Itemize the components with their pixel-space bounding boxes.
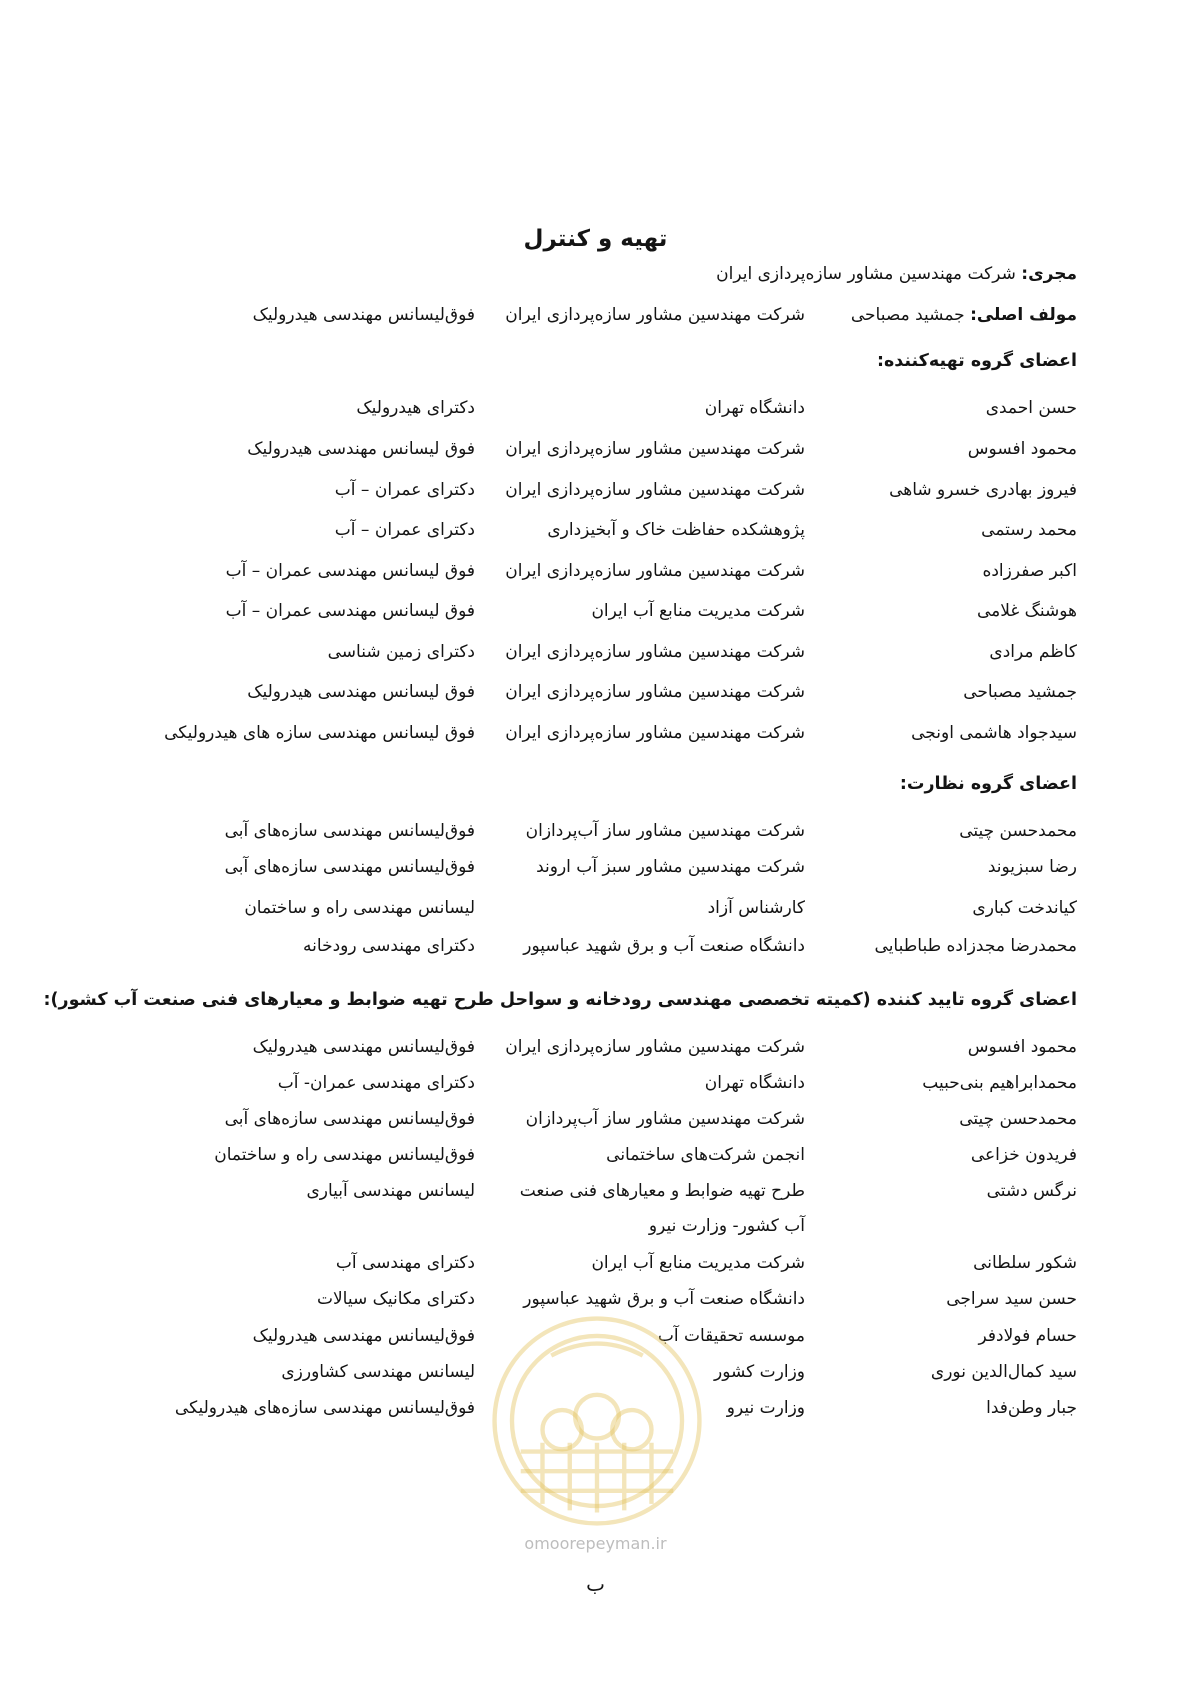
watermark-seal-icon xyxy=(488,1312,706,1530)
approval-name: فریدون خزاعی xyxy=(970,1145,1077,1165)
approval-org-continued: آب کشور- وزارت نیرو xyxy=(648,1216,805,1236)
approval-org: شرکت مهندسین مشاور سازه‌پردازی ایران xyxy=(505,1037,805,1057)
approval-name: شکور سلطانی xyxy=(973,1253,1077,1273)
preparation-group-heading: اعضای گروه تهیه‌کننده: xyxy=(876,351,1077,371)
supervision-org: شرکت مهندسین مشاور سبز آب اروند xyxy=(536,857,805,877)
approval-org: موسسه تحقیقات آب xyxy=(657,1326,805,1346)
prep-org: پژوهشکده حفاظت خاک و آبخیزداری xyxy=(547,520,805,540)
supervision-org: کارشناس آزاد xyxy=(707,898,805,918)
prep-degree: فوق لیسانس مهندسی عمران – آب xyxy=(225,601,475,621)
prep-name: حسن احمدی xyxy=(985,398,1077,418)
approval-org: دانشگاه تهران xyxy=(704,1073,805,1093)
main-author-label: مولف اصلی: xyxy=(970,305,1077,325)
prep-degree: فوق لیسانس مهندسی هیدرولیک xyxy=(247,439,475,459)
prep-org: شرکت مهندسین مشاور سازه‌پردازی ایران xyxy=(505,439,805,459)
prep-name: اکبر صفرزاده xyxy=(982,561,1077,581)
supervision-group-heading: اعضای گروه نظارت: xyxy=(899,774,1077,794)
approval-org: انجمن شرکت‌های ساختمانی xyxy=(606,1145,805,1165)
prep-name: کاظم مرادی xyxy=(989,642,1077,662)
executor-label: مجری: xyxy=(1021,264,1077,284)
approval-name: محمدابراهیم بنی‌حبیب xyxy=(922,1073,1077,1093)
approval-degree: فوق‌لیسانس مهندسی سازه‌های هیدرولیکی xyxy=(174,1398,475,1418)
approval-degree: دکترای مکانیک سیالات xyxy=(316,1289,475,1309)
prep-org: شرکت مهندسین مشاور سازه‌پردازی ایران xyxy=(505,561,805,581)
prep-org: شرکت مهندسین مشاور سازه‌پردازی ایران xyxy=(505,682,805,702)
approval-degree: فوق‌لیسانس مهندسی هیدرولیک xyxy=(252,1326,475,1346)
page-title: تهیه و کنترل xyxy=(523,226,668,252)
prep-name: محمد رستمی xyxy=(981,520,1077,540)
prep-org: شرکت مهندسین مشاور سازه‌پردازی ایران xyxy=(505,642,805,662)
prep-degree: فوق لیسانس مهندسی سازه های هیدرولیکی xyxy=(164,723,475,743)
approval-name: محمدحسن چیتی xyxy=(959,1109,1077,1129)
approval-org: شرکت مدیریت منابع آب ایران xyxy=(591,1253,805,1273)
prep-degree: فوق لیسانس مهندسی هیدرولیک xyxy=(247,682,475,702)
prep-degree: فوق لیسانس مهندسی عمران – آب xyxy=(225,561,475,581)
page-number: ب xyxy=(586,1572,605,1596)
approval-name: حسام فولادفر xyxy=(978,1326,1077,1346)
supervision-name: محمدحسن چیتی xyxy=(959,821,1077,841)
prep-name: جمشید مصباحی xyxy=(963,682,1077,702)
prep-org: شرکت مهندسین مشاور سازه‌پردازی ایران xyxy=(505,723,805,743)
prep-degree: دکترای زمین شناسی xyxy=(327,642,475,662)
approval-degree: لیسانس مهندسی آبیاری xyxy=(306,1181,475,1201)
prep-degree: دکترای عمران – آب xyxy=(334,480,475,500)
approval-name: حسن سید سراجی xyxy=(946,1289,1077,1309)
prep-name: محمود افسوس xyxy=(967,439,1077,459)
main-author-degree: فوق‌لیسانس مهندسی هیدرولیک xyxy=(252,305,475,325)
supervision-name: رضا سبزیوند xyxy=(987,857,1077,877)
approval-degree: فوق‌لیسانس مهندسی هیدرولیک xyxy=(252,1037,475,1057)
approval-name: سید کمال‌الدین نوری xyxy=(930,1362,1077,1382)
approval-org: وزارت کشور xyxy=(713,1362,805,1382)
approval-org: دانشگاه صنعت آب و برق شهید عباسپور xyxy=(523,1289,805,1309)
approval-org: طرح تهیه ضوابط و معیارهای فنی صنعت xyxy=(519,1181,805,1201)
approval-org: شرکت مهندسین مشاور ساز آب‌پردازان xyxy=(525,1109,805,1129)
supervision-name: محمدرضا مجدزاده طباطبایی xyxy=(874,936,1077,956)
approval-degree: فوق‌لیسانس مهندسی راه و ساختمان xyxy=(214,1145,475,1165)
prep-name: سیدجواد هاشمی اونجی xyxy=(911,723,1077,743)
approval-degree: فوق‌لیسانس مهندسی سازه‌های آبی xyxy=(224,1109,475,1129)
supervision-degree: فوق‌لیسانس مهندسی سازه‌های آبی xyxy=(224,821,475,841)
supervision-name: کیاندخت کباری xyxy=(972,898,1077,918)
approval-degree: لیسانس مهندسی کشاورزی xyxy=(281,1362,475,1382)
approval-degree: دکترای مهندسی عمران- آب xyxy=(277,1073,475,1093)
executor-line xyxy=(716,264,1077,284)
supervision-org: دانشگاه صنعت آب و برق شهید عباسپور xyxy=(523,936,805,956)
supervision-degree: فوق‌لیسانس مهندسی سازه‌های آبی xyxy=(224,857,475,877)
prep-degree: دکترای هیدرولیک xyxy=(356,398,475,418)
main-author-org: شرکت مهندسین مشاور سازه‌پردازی ایران xyxy=(505,305,805,325)
approval-org: وزارت نیرو xyxy=(726,1398,805,1418)
prep-org: شرکت مهندسین مشاور سازه‌پردازی ایران xyxy=(505,480,805,500)
prep-org: شرکت مدیریت منابع آب ایران xyxy=(591,601,805,621)
approval-group-heading: اعضای گروه تایید کننده (کمیته تخصصی مهندسی رودخانه و سواحل طرح تهیه ضوابط و معیارهای فنی صنعت آب کشور): xyxy=(43,990,1077,1010)
supervision-degree: دکترای مهندسی رودخانه xyxy=(303,936,475,956)
approval-name: جبار وطن‌فدا xyxy=(986,1398,1077,1418)
supervision-degree: لیسانس مهندسی راه و ساختمان xyxy=(244,898,475,918)
prep-name: فیروز بهادری خسرو شاهی xyxy=(889,480,1077,500)
executor-value: شرکت مهندسین مشاور سازه‌پردازی ایران xyxy=(716,264,1016,284)
prep-org: دانشگاه تهران xyxy=(704,398,805,418)
prep-name: هوشنگ غلامی xyxy=(976,601,1077,621)
approval-name: نرگس دشتی xyxy=(986,1181,1077,1201)
main-author-name: جمشید مصباحی xyxy=(850,305,965,325)
approval-degree: دکترای مهندسی آب xyxy=(335,1253,475,1273)
approval-name: محمود افسوس xyxy=(967,1037,1077,1057)
prep-degree: دکترای عمران – آب xyxy=(334,520,475,540)
supervision-org: شرکت مهندسین مشاور ساز آب‌پردازان xyxy=(525,821,805,841)
watermark-site: omoorepeyman.ir xyxy=(524,1534,667,1553)
main-author-name-cell xyxy=(851,305,1077,325)
